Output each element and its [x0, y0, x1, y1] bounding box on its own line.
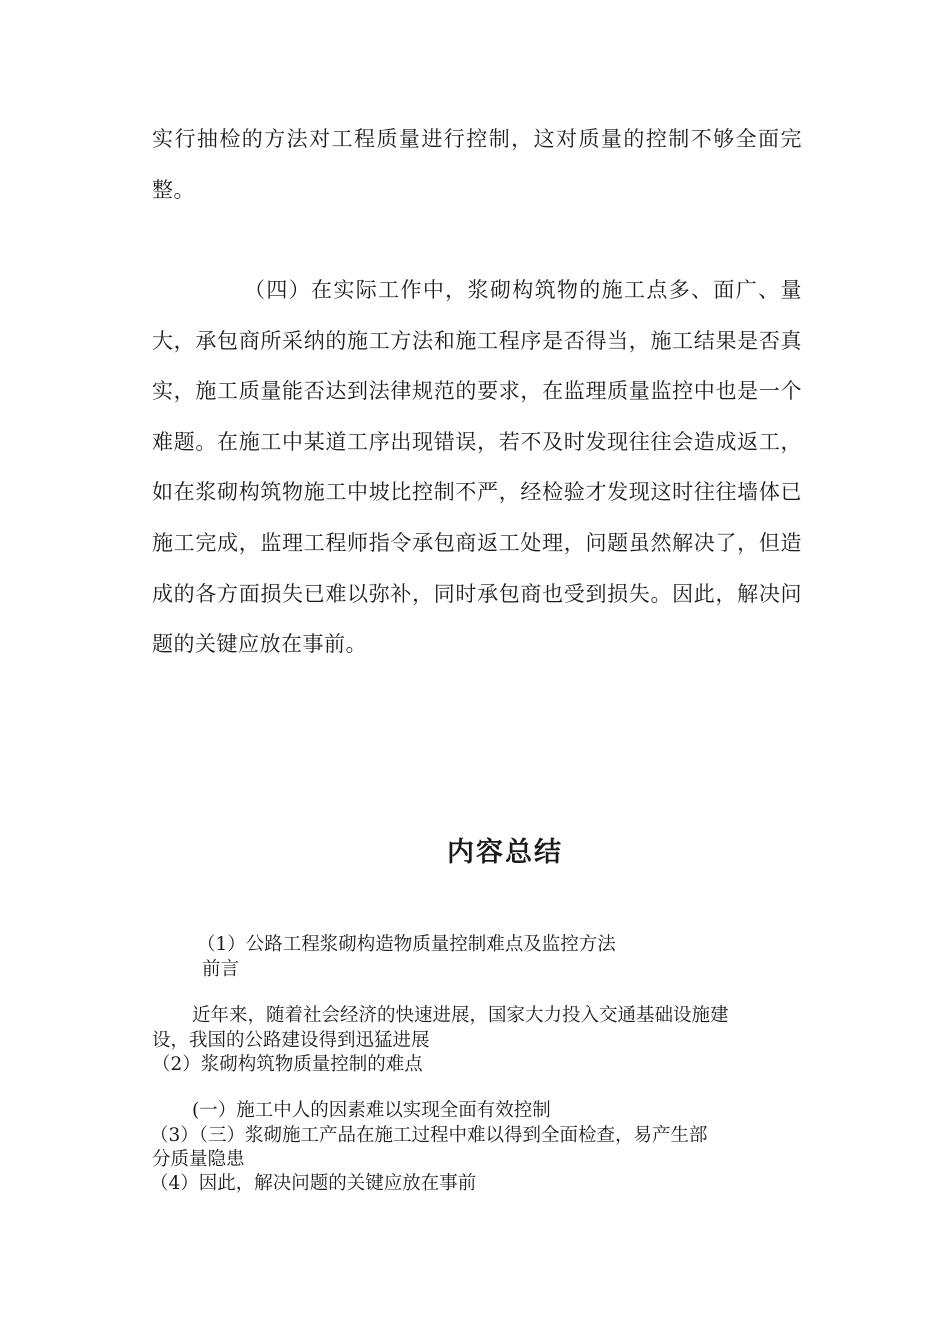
summary-item-1-text-line-1: 近年来，随着社会经济的快速进展，国家大力投入交通基础设施建 — [192, 1005, 729, 1026]
summary-item-2-title: （2）浆砌构筑物质量控制的难点 — [152, 1054, 423, 1075]
summary-item-3-line-2: 分质量隐患 — [152, 1149, 245, 1170]
summary-item-1-preface: 前言 — [202, 959, 240, 980]
body-paragraph-2: （四）在实际工作中，浆砌构筑物的施工点多、面广、量大，承包商所采纳的施工方法和施工程序是否得当，施工结果是否真实，施工质量能否达到法律规范的要求，在监理质量监控中也是一个难题。在施工中某道工序出现错误，若不及时发现往往会造成返工，如在浆砌构筑物施工中坡比控制不严，经检验才发现这时往往墙体已施工完成，监理工程师指令承包商返工处理，问题虽然解决了，但造成的各方面损失已难以弥补，同时承包商也受到损失。因此，解决问题的关键应放在事前。 — [152, 278, 802, 657]
summary-item-1-title: （1）公路工程浆砌构造物质量控制难点及监控方法 — [197, 934, 616, 955]
summary-item-2-text: (一）施工中人的因素难以实现全面有效控制 — [192, 1100, 551, 1121]
summary-item-1-text-line-2: 设，我国的公路建设得到迅猛进展 — [152, 1030, 430, 1051]
summary-title: 内容总结 — [447, 837, 563, 868]
summary-item-3-line-1: （3）（三）浆砌施工产品在施工过程中难以得到全面检查，易产生部 — [150, 1125, 708, 1146]
body-paragraph-1: 实行抽检的方法对工程质量进行控制，这对质量的控制不够全面完整。 — [152, 127, 802, 202]
summary-item-4: （4）因此，解决问题的关键应放在事前 — [150, 1173, 477, 1194]
